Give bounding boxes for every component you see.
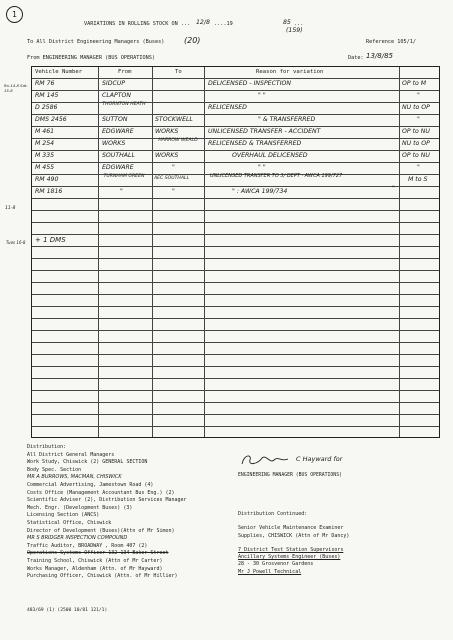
distribution-item: Ancillary Systems Engineer (Buses) (238, 554, 341, 561)
page-number-badge: 1 (6, 6, 23, 23)
row-to: STOCKWELL (155, 116, 193, 123)
distribution-item: Training School, Chiswick (Attn of Mr Carter) (27, 557, 163, 564)
footer-code: 483/69 (1) (2500 10/81 121/1) (27, 608, 108, 613)
margin-note: 11-8 (5, 206, 16, 211)
row-vehicle: M 254 (35, 140, 55, 147)
row-reason: RELICENSED & TRANSFERRED (208, 140, 302, 147)
row-code: " (392, 185, 395, 192)
distribution-item: Traffic Auditor, BROADWAY , Room 407 (2) (27, 542, 148, 549)
distribution-item: Distribution Continued: (238, 511, 308, 517)
col-from-header: From (118, 69, 132, 75)
distribution-item: All District General Managers (27, 451, 115, 458)
row-vehicle: M 461 (35, 128, 55, 135)
col-to-header: To (175, 69, 182, 75)
row-reason: DELICENSED - INSPECTION (208, 80, 292, 87)
year-suffix: ... (294, 21, 304, 27)
col-reason-header: Reason for variation (256, 69, 324, 75)
col-vehicle-header: Vehicle Number (35, 69, 83, 75)
table-note: + 1 DMS (35, 236, 66, 244)
title-prefix: VARIATIONS IN ROLLING STOCK ON ... (84, 21, 191, 27)
row-code: NU to OP (402, 140, 430, 147)
date-label: Date: (348, 55, 364, 61)
signoff: ENGINEERING MANAGER (BUS OPERATIONS) (238, 473, 342, 478)
row-reason: RELICENSED (208, 104, 247, 111)
distribution-item (238, 540, 349, 547)
distribution-item: Work Study, Chiswick (2) GENERAL SECTION (27, 459, 148, 466)
row-code: " (417, 116, 420, 123)
to-number: (20) (184, 36, 201, 45)
distribution-item: 28 - 30 Grosvenor Gardens (238, 561, 314, 568)
row-reason: " : AWCA 199/734 (232, 188, 288, 195)
row-to: HARROW WEALD (158, 138, 198, 143)
row-vehicle: RM 1816 (35, 188, 63, 195)
from-line: From ENGINEERING MANAGER (BUS OPERATIONS) (27, 55, 156, 61)
distribution-item: 7 District Test Station Supervisors (238, 547, 344, 554)
row-to: " (172, 188, 175, 195)
row-to: " (172, 164, 175, 171)
to-line: To All District Engineering Managers (Buses) (27, 39, 165, 45)
row-vehicle: M 335 (35, 152, 55, 159)
distribution-list (27, 444, 187, 581)
signature-text: C Hayward for (296, 455, 343, 463)
year-label: ....19 (214, 21, 233, 27)
distribution-item: MR S BRIDGER INSPECTION COMPOUND (27, 535, 128, 542)
row-vehicle: RM 145 (35, 92, 59, 99)
row-to: WORKS (155, 152, 179, 159)
row-code: NU to OP (402, 104, 430, 111)
variations-table (31, 66, 440, 438)
distribution-item: Licensing Section (ANCS) (27, 512, 100, 519)
sub-number: (159) (286, 27, 303, 34)
margin-note: Ro-14-8 Sat-15-8 (4, 83, 28, 93)
row-vehicle: DMS 2456 (35, 116, 67, 123)
distribution-item: Mr J Powell Technical (238, 568, 302, 575)
row-reason: " " (258, 92, 266, 99)
row-from: WORKS (102, 140, 126, 147)
row-from: EDGWARE (102, 164, 134, 171)
distribution-item: Costs Office (Management Accountant Bus Eng.) (2) (27, 489, 175, 496)
row-code: OP to NU (402, 152, 430, 159)
distribution-item: Senior Vehicle Maintenance Examiner (238, 525, 344, 532)
row-vehicle: RM 490 (35, 176, 59, 183)
distribution-item (238, 518, 349, 525)
row-code: OP to NU (402, 128, 430, 135)
margin-note: Tues 16-8 (6, 240, 26, 245)
reference-label: Reference 105/1/ (366, 39, 416, 45)
date-value: 13/8/85 (366, 52, 393, 60)
row-to: AEC SOUTHALL (154, 176, 190, 181)
distribution-item: Statistical Office, Chiswick (27, 519, 112, 526)
row-reason: UNLICENSED TRANSFER TO 3/ DEPT · AWCA 199/727 (210, 173, 343, 179)
title-date: 12/8 (196, 19, 210, 26)
row-code: M to S (408, 176, 428, 183)
distribution-item: Commercial Advertising, Jamestown Road (4) (27, 481, 154, 488)
row-from: SIDCUP (102, 80, 126, 87)
row-from: TURNHAM GREEN (103, 174, 145, 179)
row-code: OP to M (402, 80, 427, 87)
distribution-item: MR A BURROWS, MACMAN, CHISWICK (27, 474, 122, 481)
row-from: THORNTON HEATH (102, 102, 146, 107)
signature (238, 452, 378, 468)
row-from: SUTTON (102, 116, 128, 123)
row-vehicle: M 455 (35, 164, 55, 171)
row-from: SOUTHALL (102, 152, 135, 159)
distribution-item: Distribution: (27, 444, 67, 450)
row-reason: UNLICENSED TRANSFER - ACCIDENT (208, 128, 321, 135)
row-from: EDGWARE (102, 128, 134, 135)
row-reason: " & TRANSFERRED (258, 116, 316, 123)
distribution-item: Scientific Adviser (2), Distribution Services Manager (27, 497, 187, 504)
row-reason: " " (258, 164, 266, 171)
distribution-item: Works Manager, Aldenham (Attn. of Mr Hayward) (27, 565, 163, 572)
row-code: " (417, 164, 420, 171)
distribution-item: Purchasing Officer, Chiswick (Attn. of Mr Hillier) (27, 573, 178, 580)
row-from: CLAPTON (102, 92, 132, 99)
row-vehicle: RM 76 (35, 80, 55, 87)
distribution-item: Body Spec. Section (27, 466, 82, 473)
year-hand: 85 (283, 19, 291, 26)
row-reason: OVERHAUL DELICENSED (232, 152, 308, 159)
distribution-item: Director of Development (Buses)(Attn of Mr Simon) (27, 527, 175, 534)
distribution-continued (238, 511, 349, 576)
distribution-item: Operations Systems Officer 132-134 Baker Street (27, 550, 169, 557)
row-from: " (120, 188, 123, 195)
row-code: " (417, 92, 420, 99)
distribution-item: Supplies, CHISWICK (Attn of Mr Dancy) (238, 532, 350, 539)
row-vehicle: D 2586 (35, 104, 58, 111)
distribution-item: Mech. Engr. (Development Buses) (3) (27, 504, 133, 511)
row-to: WORKS (155, 128, 179, 135)
